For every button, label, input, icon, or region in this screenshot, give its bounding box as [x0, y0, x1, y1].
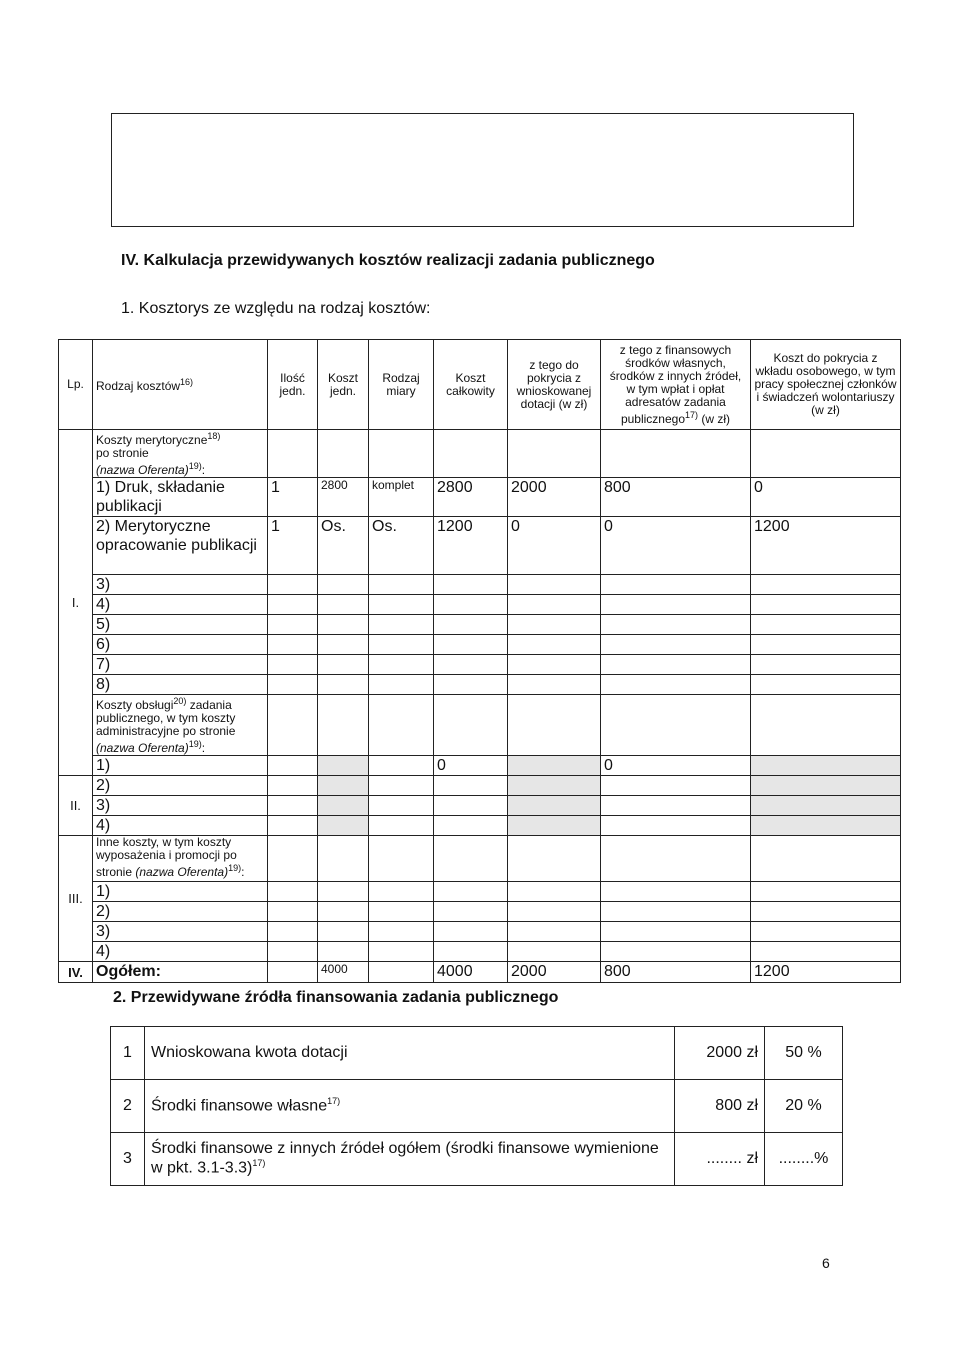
total-calkowity: 4000: [434, 962, 508, 983]
section-3-title-row: [59, 836, 901, 882]
table-row: 5): [59, 615, 901, 635]
table-row: 7): [59, 655, 901, 675]
table-row: 2) Merytoryczne opracowanie publikacji 1 Os. Os. 1200 0 0 1200: [59, 517, 901, 575]
table-row: II. 2): [59, 776, 901, 796]
funding-row: 1 Wnioskowana kwota dotacji 2000 zł 50 %: [111, 1027, 843, 1080]
table-row: 3): [59, 796, 901, 816]
header-rodzaj-miary: Rodzaj miary: [369, 340, 434, 430]
section-2-title-row: [59, 695, 901, 756]
table-row: 6): [59, 635, 901, 655]
header-wklad-osobowy: Koszt do pokrycia z wkładu osobowego, w tym pracy społecznej członków i świadczeń wolontariuszy (w zł): [751, 340, 901, 430]
table-row: 8): [59, 675, 901, 695]
total-row: [59, 962, 901, 983]
table-row: 3): [59, 575, 901, 595]
cost-table: [58, 339, 901, 983]
funding-row: 2 Środki finansowe własne$^{17)}$ 800 zł 20 %: [111, 1080, 843, 1133]
section-1-lp: I.: [59, 430, 93, 776]
header-lp: Lp.: [59, 340, 93, 430]
table-row: 4): [59, 942, 901, 962]
table-row: 4): [59, 595, 901, 615]
funding-sources-table: [110, 1026, 843, 1186]
section-1-title-row: [59, 430, 901, 478]
subsection-1-title: 1. Kosztorys ze względu na rodzaj kosztów:: [121, 300, 431, 317]
total-osobowy: 1200: [751, 962, 901, 983]
page-number: 6: [822, 1255, 830, 1271]
header-dotacja: z tego do pokrycia z wnioskowanej dotacji (w zł): [508, 340, 601, 430]
section-1-title: Koszty merytoryczne$^{18)}$ po stronie (nazwa Oferenta)$^{19)}$:: [93, 430, 268, 478]
total-koszt-jedn: 4000: [318, 962, 369, 983]
table-header-row: [59, 340, 901, 430]
header-koszt-calkowity: Koszt całkowity: [434, 340, 508, 430]
empty-text-box: [111, 113, 854, 227]
table-row: 1): [59, 882, 901, 902]
table-row: 1) Druk, składanie publikacji 1 2800 komplet 2800 2000 800 0: [59, 478, 901, 517]
total-wlasne: 800: [601, 962, 751, 983]
header-rodzaj-kosztow: Rodzaj kosztów$^{16)}$: [93, 340, 268, 430]
subsection-2-title: 2. Przewidywane źródła finansowania zadania publicznego: [113, 989, 559, 1006]
section-2-lp: II.: [59, 776, 93, 836]
section-3-lp: III.: [59, 836, 93, 962]
funding-row: 3 Środki finansowe z innych źródeł ogółem (środki finansowe wymienione w pkt. 3.1-3.3)$^{17)}$ ........ zł ........%: [111, 1133, 843, 1186]
header-ilosc: Ilość jedn.: [268, 340, 318, 430]
section-title: IV. Kalkulacja przewidywanych kosztów realizacji zadania publicznego: [121, 252, 655, 269]
header-koszt-jedn: Koszt jedn.: [318, 340, 369, 430]
section-2-title: Koszty obsługi$^{20)}$ zadania publicznego, w tym koszty administracyjne po stronie (nazwa Oferenta)$^{19)}$:: [93, 695, 268, 756]
total-lp: IV.: [59, 962, 93, 983]
table-row: 2): [59, 902, 901, 922]
header-srodki-wlasne: z tego z finansowych środków własnych, środków z innych źródeł, w tym wpłat i opłat adresatów zadania publicznego$^{17)}$ (w zł): [601, 340, 751, 430]
section-3-title: Inne koszty, w tym koszty wyposażenia i promocji po stronie (nazwa Oferenta)$^{19)}$:: [93, 836, 268, 882]
table-row: 4): [59, 816, 901, 836]
total-label: Ogółem:: [93, 962, 268, 983]
table-row: 3): [59, 922, 901, 942]
total-dotacja: 2000: [508, 962, 601, 983]
table-row: 1) 0 0: [59, 756, 901, 776]
